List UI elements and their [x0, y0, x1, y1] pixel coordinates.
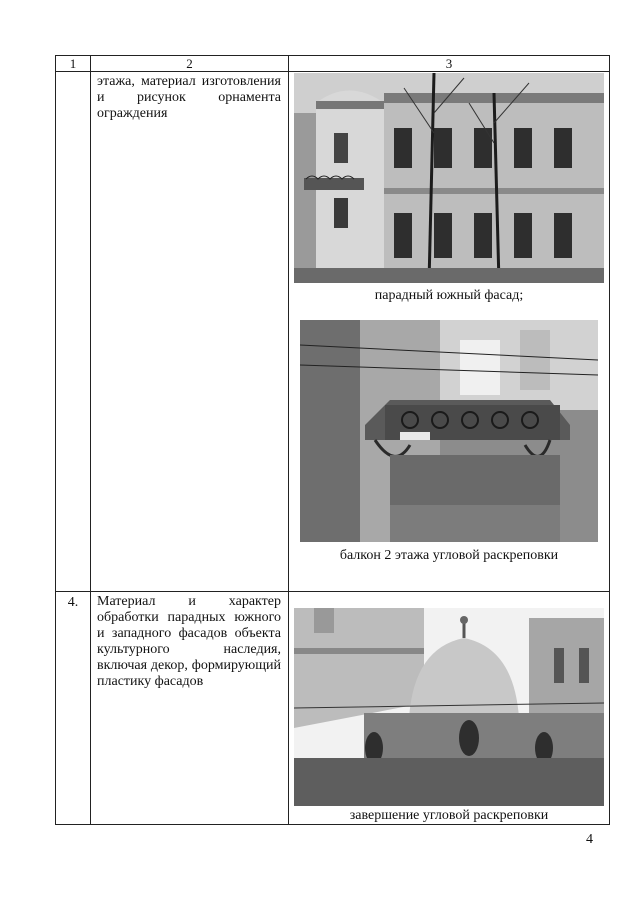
- table-row: [56, 592, 610, 825]
- row-description: Материал и характер обработки парадных южного и западного фасадов объекта культурного наследия, включая декор, формирующий пластику фасадов: [91, 592, 289, 825]
- image-caption: балкон 2 этажа угловой раскреповки: [339, 548, 559, 563]
- row-images: [289, 72, 610, 592]
- table-header-row: [56, 56, 610, 72]
- image-caption: завершение угловой раскреповки: [349, 808, 549, 823]
- building-facade-photo: [294, 73, 604, 283]
- row-number: 4.: [56, 592, 91, 825]
- dome-corner-photo: [294, 608, 604, 806]
- header-col-3: 3: [289, 56, 610, 72]
- header-col-1: 1: [56, 56, 91, 72]
- row-description: этажа, материал изготовления и рисунок орнамента ограждения: [91, 72, 289, 592]
- balcony-photo: [300, 320, 598, 542]
- row-images: [289, 592, 610, 825]
- table-row: [56, 72, 610, 592]
- page-number: 4: [586, 832, 593, 847]
- header-col-2: 2: [91, 56, 289, 72]
- image-caption: парадный южный фасад;: [374, 288, 524, 303]
- heritage-table: [55, 55, 610, 825]
- row-number: [56, 72, 91, 592]
